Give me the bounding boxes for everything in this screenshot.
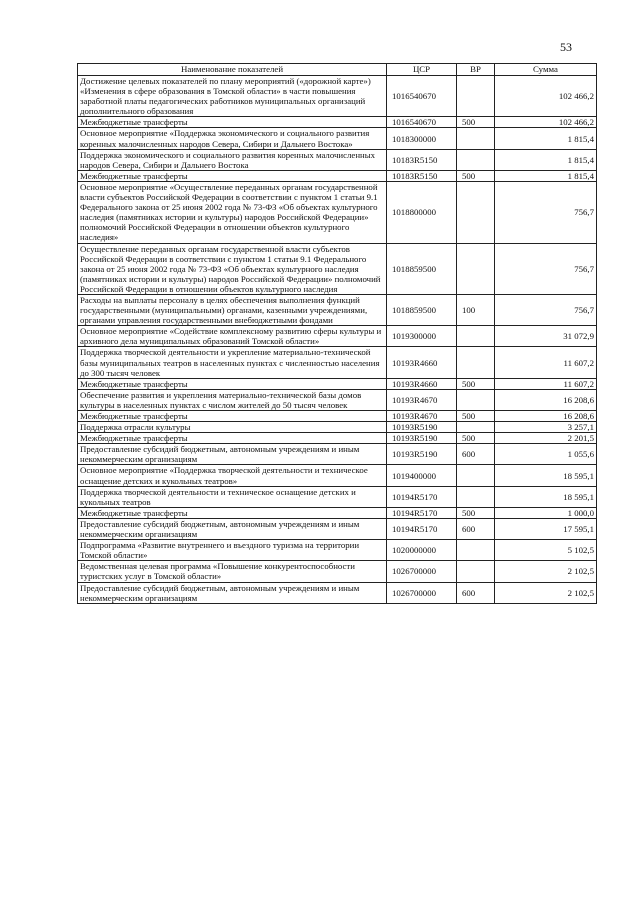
cell-sum: 16 208,6: [495, 411, 597, 422]
cell-sum: 2 201,5: [495, 433, 597, 444]
cell-sum: 31 072,9: [495, 326, 597, 347]
cell-sum: 17 595,1: [495, 518, 597, 539]
cell-vr: [457, 389, 495, 410]
cell-vr: [457, 326, 495, 347]
table-row: [78, 76, 597, 117]
table-row: [78, 347, 597, 378]
table-row: [78, 128, 597, 149]
cell-name: Основное мероприятие «Осуществление переданных органам государственной власти субъектов Российской Федерации в соответствии с пунктом 1 статьи 9.1 Федерального закона от 25 июня 2002 года № 73-ФЗ «Об объектах культурного наследия (памятниках истории и культуры) народов Российской Федерации» полномочий Российской Федерации в отношении объектов культурного наследия»: [78, 181, 387, 243]
cell-vr: [457, 149, 495, 170]
cell-sum: 18 595,1: [495, 465, 597, 486]
table-row: [78, 117, 597, 128]
table-row: [78, 149, 597, 170]
table-row: [78, 433, 597, 444]
cell-sum: 1 815,4: [495, 170, 597, 181]
cell-vr: 600: [457, 582, 495, 603]
table-row: [78, 465, 597, 486]
table-row: [78, 444, 597, 465]
page-number: 53: [560, 40, 572, 54]
cell-sum: 3 257,1: [495, 422, 597, 433]
cell-csr: 1018800000: [387, 181, 457, 243]
table-row: [78, 378, 597, 389]
cell-csr: 10193R4660: [387, 378, 457, 389]
cell-vr: 500: [457, 433, 495, 444]
cell-csr: 1016540670: [387, 76, 457, 117]
cell-csr: 10193R5190: [387, 433, 457, 444]
cell-vr: [457, 181, 495, 243]
cell-csr: 1016540670: [387, 117, 457, 128]
cell-csr: 1026700000: [387, 582, 457, 603]
cell-name: Обеспечение развития и укрепления материально-технической базы домов культуры в населенных пунктах с числом жителей до 50 тысяч человек: [78, 389, 387, 410]
header-vr: ВР: [457, 64, 495, 76]
cell-vr: [457, 540, 495, 561]
cell-csr: 1019400000: [387, 465, 457, 486]
cell-vr: [457, 347, 495, 378]
cell-csr: 1020000000: [387, 540, 457, 561]
table-row: [78, 411, 597, 422]
cell-vr: [457, 243, 495, 294]
cell-name: Поддержка отрасли культуры: [78, 422, 387, 433]
cell-sum: 1 815,4: [495, 149, 597, 170]
header-csr: ЦСР: [387, 64, 457, 76]
cell-name: Ведомственная целевая программа «Повышение конкурентоспособности туристских услуг в Томской области»: [78, 561, 387, 582]
table-header-row: [78, 64, 597, 76]
cell-vr: [457, 76, 495, 117]
cell-vr: 500: [457, 507, 495, 518]
table-row: [78, 294, 597, 325]
table-row: [78, 181, 597, 243]
cell-csr: 10194R5170: [387, 518, 457, 539]
cell-name: Межбюджетные трансферты: [78, 433, 387, 444]
cell-sum: 11 607,2: [495, 378, 597, 389]
cell-name: Поддержка экономического и социального развития коренных малочисленных народов Севера, Сибири и Дальнего Востока: [78, 149, 387, 170]
cell-name: Достижение целевых показателей по плану мероприятий («дорожной карте») «Изменения в сфере образования в Томской области» в части повышения заработной платы педагогических работников муниципальных организаций дополнительного образования: [78, 76, 387, 117]
cell-name: Межбюджетные трансферты: [78, 117, 387, 128]
cell-vr: 500: [457, 170, 495, 181]
cell-csr: 10183R5150: [387, 149, 457, 170]
table-row: [78, 170, 597, 181]
cell-name: Осуществление переданных органам государственной власти субъектов Российской Федерации в соответствии с пунктом 1 статьи 9.1 Федерального закона от 25 июня 2002 года № 73-ФЗ «Об объектах культурного наследия (памятниках истории и культуры) народов Российской Федерации» полномочий Российской Федерации в отношении объектов культурного наследия: [78, 243, 387, 294]
cell-name: Предоставление субсидий бюджетным, автономным учреждениям и иным некоммерческим организациям: [78, 518, 387, 539]
cell-vr: [457, 486, 495, 507]
cell-name: Основное мероприятие «Поддержка экономического и социального развития коренных малочисленных народов Севера, Сибири и Дальнего Востока»: [78, 128, 387, 149]
cell-vr: [457, 465, 495, 486]
table-row: [78, 326, 597, 347]
cell-sum: 16 208,6: [495, 389, 597, 410]
cell-csr: 1018859500: [387, 243, 457, 294]
cell-name: Межбюджетные трансферты: [78, 378, 387, 389]
table-row: [78, 561, 597, 582]
cell-sum: 102 466,2: [495, 76, 597, 117]
cell-name: Межбюджетные трансферты: [78, 507, 387, 518]
table-row: [78, 518, 597, 539]
cell-sum: 756,7: [495, 243, 597, 294]
cell-sum: 5 102,5: [495, 540, 597, 561]
cell-vr: 600: [457, 444, 495, 465]
cell-vr: 500: [457, 378, 495, 389]
cell-sum: 1 815,4: [495, 128, 597, 149]
cell-csr: 10194R5170: [387, 507, 457, 518]
header-sum: Сумма: [495, 64, 597, 76]
cell-name: Предоставление субсидий бюджетным, автономным учреждениям и иным некоммерческим организациям: [78, 444, 387, 465]
cell-vr: [457, 128, 495, 149]
cell-csr: 10193R5190: [387, 444, 457, 465]
cell-name: Поддержка творческой деятельности и техническое оснащение детских и кукольных театров: [78, 486, 387, 507]
cell-vr: 100: [457, 294, 495, 325]
cell-sum: 2 102,5: [495, 561, 597, 582]
table-row: [78, 389, 597, 410]
cell-csr: 1019300000: [387, 326, 457, 347]
cell-csr: 10193R4670: [387, 389, 457, 410]
cell-csr: 10193R4660: [387, 347, 457, 378]
cell-vr: [457, 422, 495, 433]
table-row: [78, 540, 597, 561]
cell-sum: 1 000,0: [495, 507, 597, 518]
cell-sum: 756,7: [495, 294, 597, 325]
cell-sum: 11 607,2: [495, 347, 597, 378]
cell-name: Основное мероприятие «Поддержка творческой деятельности и техническое оснащение детских и кукольных театров»: [78, 465, 387, 486]
cell-csr: 10183R5150: [387, 170, 457, 181]
table-body: [78, 76, 597, 604]
cell-name: Подпрограмма «Развитие внутреннего и въездного туризма на территории Томской области»: [78, 540, 387, 561]
table-row: [78, 507, 597, 518]
cell-vr: 600: [457, 518, 495, 539]
cell-csr: 1026700000: [387, 561, 457, 582]
table-row: [78, 422, 597, 433]
cell-sum: 102 466,2: [495, 117, 597, 128]
cell-csr: 10193R5190: [387, 422, 457, 433]
table-row: [78, 582, 597, 603]
cell-csr: 10194R5170: [387, 486, 457, 507]
cell-name: Поддержка творческой деятельности и укрепление материально-технической базы муниципальных театров в населенных пунктах с численностью населения до 300 тысяч человек: [78, 347, 387, 378]
cell-vr: 500: [457, 117, 495, 128]
cell-name: Основное мероприятие «Содействие комплексному развитию сферы культуры и архивного дела муниципальных образований Томской области»: [78, 326, 387, 347]
cell-sum: 1 055,6: [495, 444, 597, 465]
cell-name: Предоставление субсидий бюджетным, автономным учреждениям и иным некоммерческим организациям: [78, 582, 387, 603]
table-row: [78, 486, 597, 507]
cell-vr: 500: [457, 411, 495, 422]
header-name: Наименование показателей: [78, 64, 387, 76]
cell-name: Межбюджетные трансферты: [78, 411, 387, 422]
cell-sum: 18 595,1: [495, 486, 597, 507]
cell-csr: 1018300000: [387, 128, 457, 149]
cell-sum: 2 102,5: [495, 582, 597, 603]
cell-csr: 1018859500: [387, 294, 457, 325]
cell-vr: [457, 561, 495, 582]
budget-table: [77, 63, 597, 604]
cell-name: Межбюджетные трансферты: [78, 170, 387, 181]
cell-name: Расходы на выплаты персоналу в целях обеспечения выполнения функций государственными (муниципальными) органами, казенными учреждениями, органами управления государственными внебюджетными фондами: [78, 294, 387, 325]
table-row: [78, 243, 597, 294]
cell-sum: 756,7: [495, 181, 597, 243]
cell-csr: 10193R4670: [387, 411, 457, 422]
